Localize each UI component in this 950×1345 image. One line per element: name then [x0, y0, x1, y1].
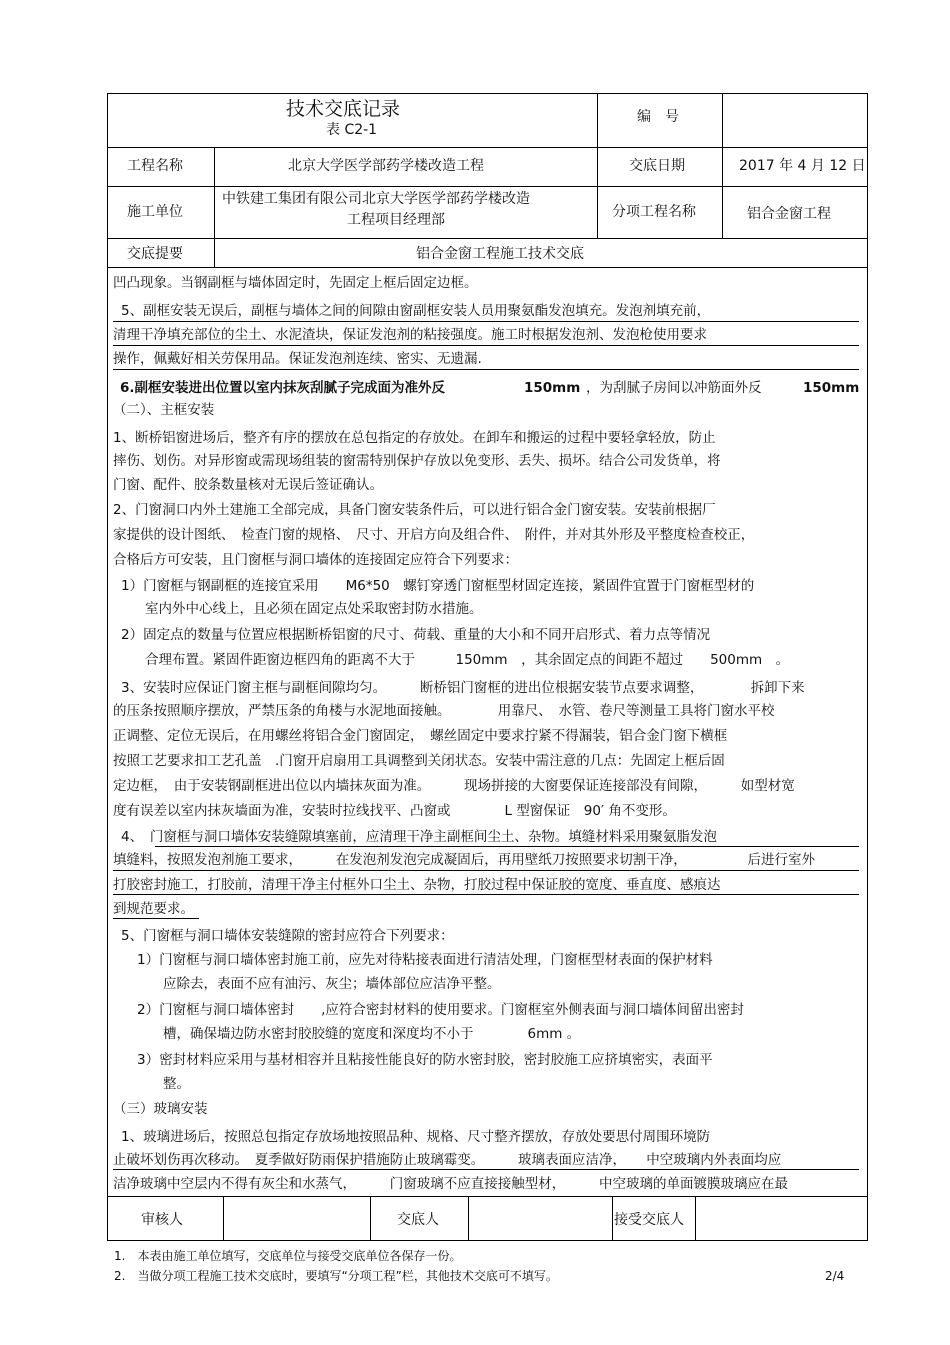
table-border-bottom [107, 1240, 868, 1241]
contractor-label: 施工单位 [127, 204, 183, 220]
body-line: 1、断桥铝窗进场后，整齐有序的摆放在总包指定的存放处。在卸车和搬运的过程中要轻拿轻放，防止 [113, 430, 716, 446]
body-line: 正调整、定位无误后，在用螺丝将铝合金门窗固定， 螺丝固定中要求拧紧不得漏装，铝合金门窗下横框 [113, 728, 728, 744]
body-line: 2）固定点的数量与位置应根据断桥铝窗的尺寸、荷载、重量的大小和不同开启形式、着力点等情况 [121, 627, 711, 643]
body-line: 洁净玻璃中空层内不得有灰尘和水蒸气， 门窗玻璃不应直接接触型材， 中空玻璃的单面镀膜玻璃应在最 [113, 1176, 788, 1192]
body-line: 2、门窗洞口内外土建施工全部完成，具备门窗安装条件后，可以进行铝合金门窗安装。安装前根据厂 [113, 502, 716, 518]
date-label: 交底日期 [629, 158, 685, 174]
underline [155, 846, 859, 847]
body-line: 整。 [163, 1076, 190, 1092]
body-line: 应除去，表面不应有油污、灰尘；墙体部位应洁净平整。 [163, 976, 501, 992]
body-line: 3、安装时应保证门窗主框与副框间隙均匀。 断桥铝门窗框的进出位根据安装节点要求调整， 拆卸下来 [121, 680, 805, 696]
underline [113, 369, 859, 370]
sign-row-line [107, 1196, 868, 1197]
body-value: 150mm [803, 380, 860, 396]
body-line: 止破坏划伤再次移动。 夏季做好防雨保护措施防止玻璃霉变。 玻璃表面应洁净， 中空玻璃内外表面均应 [113, 1152, 782, 1168]
body-line: 6.副框安装进出位置以室内抹灰刮腻子完成面为准外反 [120, 380, 446, 396]
underline [113, 894, 859, 895]
header-row-line [107, 267, 868, 268]
header-row-line [107, 147, 868, 148]
body-line: 5、副框安装无误后，副框与墙体之间的间隙由窗副框安装人员用聚氨酯发泡填充。发泡剂填充前， [121, 303, 711, 319]
body-line: 合格后方可安装，且门窗框与洞口墙体的连接固定应符合下列要求： [113, 552, 518, 568]
body-line: 1、玻璃进场后，按照总包指定存放场地按照品种、规格、尺寸整齐摆放，存放处要思付周围环境防 [121, 1129, 711, 1145]
header-col-line [597, 93, 598, 239]
underline [113, 321, 859, 322]
sub-project-label: 分项工程名称 [612, 204, 696, 220]
date-value: 2017 年 4 月 12 日 [739, 158, 866, 174]
reviewer-label: 审核人 [141, 1212, 183, 1228]
body-line: 室内外中心线上，且必须在固定点处采取密封防水措施。 [145, 601, 483, 617]
body-line: 摔伤、划伤。对异形窗或需现场组装的窗需特别保护存放以免变形、丢失、损坏。结合公司发货单，将 [113, 453, 721, 469]
underline [113, 918, 199, 919]
sign-col-line [223, 1196, 224, 1241]
sub-project-value: 铝合金窗工程 [747, 206, 831, 222]
body-line: 打胶密封施工，打胶前，清理干净主付框外口尘土、杂物，打胶过程中保证胶的宽度、垂直度、感痕达 [113, 877, 721, 893]
body-line: 3）密封材料应采用与基材相容并且粘接性能良好的防水密封胶，密封胶施工应挤填密实，表面平 [137, 1052, 713, 1068]
header-row-line [107, 186, 868, 187]
body-line: 槽，确保墙边防水密封胶胶缝的宽度和深度均不小于 6mm 。 [163, 1026, 581, 1042]
body-line: 到规范要求。 [113, 901, 194, 917]
receiver-label: 接受交底人 [614, 1212, 684, 1228]
project-name-label: 工程名称 [127, 158, 183, 174]
body-line: 定边框， 由于安装钢副框进出位以内墙抹灰面为准。 现场拼接的大窗要保证连接部没有间隙， 如型材宽 [113, 778, 795, 794]
header-col-line [722, 93, 723, 239]
form-number: 表 C2-1 [326, 122, 378, 138]
body-line: 2）门窗框与洞口墙体密封 ,应符合密封材料的使用要求。门窗框室外侧表面与洞口墙体间留出密封 [137, 1002, 744, 1018]
table-border-left [107, 93, 108, 1241]
body-line: 度有误差以室内抹灰墙面为准，安装时拉线找平、凸窗或 L 型窗保证 90′ 角不变形。 [113, 803, 676, 819]
header-row-line [107, 238, 868, 239]
footer-note-1: 1. 本表由施工单位填写，交底单位与接受交底单位各保存一份。 [114, 1249, 462, 1263]
sign-col-line [695, 1196, 696, 1241]
contractor-line-1: 中铁建工集团有限公司北京大学医学部药学楼改造 [222, 191, 530, 207]
body-line: 4、 门窗框与洞口墙体安装缝隙填塞前，应清理干净主副框间尘土、杂物。填缝材料采用聚氨脂发泡 [121, 829, 717, 845]
table-border-right [867, 93, 868, 1241]
body-line: 按照工艺要求扣工艺孔盖 .门窗开启扇用工具调整到关闭状态。安装中需注意的几点：先固定上框后固 [113, 753, 725, 769]
page-number: 2/4 [825, 1269, 845, 1283]
underline [113, 1169, 859, 1170]
project-name: 北京大学医学部药学楼改造工程 [288, 158, 484, 174]
body-line: 合理布置。紧固件距窗边框四角的距离不大于 150mm ，其余固定点的间距不超过 500mm 。 [145, 652, 790, 668]
table-border-top [107, 93, 868, 94]
summary-label: 交底提要 [127, 246, 183, 262]
body-line: ，为刮腻子房间以冲筋面外反 [586, 380, 762, 396]
body-line: 清理干净填充部位的尘土、水泥渣块，保证发泡剂的粘接强度。施工时根据发泡剂、发泡枪使用要求 [113, 327, 707, 343]
underline [113, 345, 859, 346]
sign-col-line [468, 1196, 469, 1241]
body-line: 的压条按照顺序摆放，严禁压条的角楼与水泥地面接触。 用靠尺、 水管、卷尺等测量工具将门窗水平校 [113, 703, 775, 719]
number-label: 编 号 [637, 109, 679, 125]
header-col-line [214, 147, 215, 268]
section-heading: （二）、主框安装 [113, 402, 215, 418]
document-title: 技术交底记录 [286, 98, 401, 120]
body-line: 填缝料，按照发泡剂施工要求， 在发泡剂发泡完成凝固后，再用壁纸刀按照要求切割干净， 后进行室外 [113, 852, 815, 868]
presenter-label: 交底人 [397, 1212, 439, 1228]
body-line: 5、门窗框与洞口墙体安装缝隙的密封应符合下列要求： [121, 928, 454, 944]
summary-value: 铝合金窗工程施工技术交底 [416, 246, 584, 262]
body-line: 门窗、配件、胶条数量核对无误后签证确认。 [113, 477, 383, 493]
body-value: 150mm [524, 380, 581, 396]
body-line: 凹凸现象。当钢副框与墙体固定时，先固定上框后固定边框。 [113, 275, 478, 291]
sign-col-line [612, 1196, 613, 1241]
underline [113, 870, 859, 871]
body-line: 1）门窗框与洞口墙体密封施工前，应先对待粘接表面进行清洁处理，门窗框型材表面的保护材料 [137, 952, 713, 968]
body-line: 1）门窗框与钢副框的连接宜采用 M6*50 螺钉穿透门窗框型材固定连接，紧固件宜置于门窗框型材的 [121, 578, 755, 594]
contractor-line-2: 工程项目经理部 [347, 212, 445, 228]
footer-note-2: 2. 当做分项工程施工技术交底时，要填写“分项工程”栏，其他技术交底可不填写。 [114, 1269, 558, 1283]
body-line: 家提供的设计图纸、 检查门窗的规格、 尺寸、开启方向及组合件、 附件，并对其外形及平整度检查校正， [113, 527, 755, 543]
sign-col-line [370, 1196, 371, 1241]
body-line: 操作，佩戴好相关劳保用品。保证发泡剂连续、密实、无遗漏. [113, 351, 482, 367]
section-heading: （三）玻璃安装 [113, 1101, 208, 1117]
